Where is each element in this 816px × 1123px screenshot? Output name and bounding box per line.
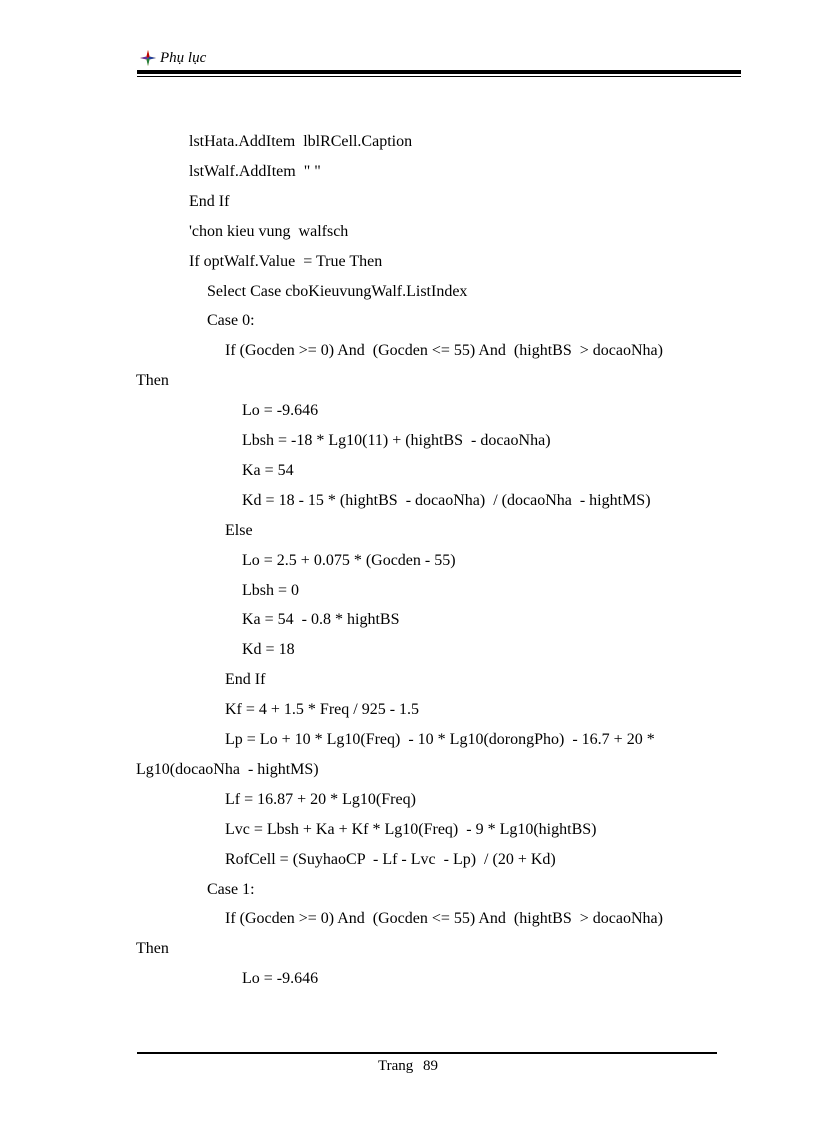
code-line: Kd = 18 - 15 * (hightBS - docaoNha) / (docaoNha - hightMS) <box>242 492 651 509</box>
code-line: End If <box>189 193 230 210</box>
code-line: Then <box>136 940 169 957</box>
code-line: lstWalf.AddItem " " <box>189 163 321 180</box>
code-line: Then <box>136 372 169 389</box>
header-title: Phụ lục <box>160 49 207 66</box>
page-header <box>140 48 206 68</box>
code-line: Lp = Lo + 10 * Lg10(Freq) - 10 * Lg10(dorongPho) - 16.7 + 20 * <box>225 731 655 748</box>
footer-label: Trang <box>377 1058 414 1074</box>
header-rule-thin <box>137 76 741 77</box>
code-line: RofCell = (SuyhaoCP - Lf - Lvc - Lp) / (20 + Kd) <box>225 851 556 868</box>
code-line: Case 1: <box>207 881 255 898</box>
code-line: Lo = -9.646 <box>242 402 319 419</box>
code-line: End If <box>225 671 266 688</box>
code-line: If (Gocden >= 0) And (Gocden <= 55) And (hightBS > docaoNha) <box>225 342 663 359</box>
code-line: Lvc = Lbsh + Ka + Kf * Lg10(Freq) - 9 * Lg10(hightBS) <box>225 821 597 838</box>
code-line: Ka = 54 <box>242 462 294 479</box>
footer-rule <box>137 1052 717 1054</box>
code-line: Select Case cboKieuvungWalf.ListIndex <box>207 283 468 300</box>
code-line: Case 0: <box>207 312 255 329</box>
code-line: Lf = 16.87 + 20 * Lg10(Freq) <box>225 791 416 808</box>
code-line: Lo = -9.646 <box>242 970 319 987</box>
code-line: Lbsh = 0 <box>242 582 300 599</box>
page-footer <box>0 1058 816 1075</box>
code-line: lstHata.AddItem lblRCell.Caption <box>189 133 413 150</box>
code-line: Lbsh = -18 * Lg10(11) + (hightBS - docaoNha) <box>242 432 551 449</box>
code-line: If optWalf.Value = True Then <box>189 253 383 270</box>
code-line: Kd = 18 <box>242 641 295 658</box>
code-line: Kf = 4 + 1.5 * Freq / 925 - 1.5 <box>225 701 420 718</box>
code-line: Lg10(docaoNha - hightMS) <box>136 761 319 778</box>
code-line: Ka = 54 - 0.8 * hightBS <box>242 611 400 628</box>
header-rule-thick <box>137 70 741 74</box>
code-line: If (Gocden >= 0) And (Gocden <= 55) And (hightBS > docaoNha) <box>225 910 663 927</box>
compass-star-icon <box>140 50 156 66</box>
code-line: Else <box>225 522 253 539</box>
code-line: Lo = 2.5 + 0.075 * (Gocden - 55) <box>242 552 456 569</box>
code-line: 'chon kieu vung walfsch <box>189 223 349 240</box>
page-number: 89 <box>423 1058 439 1074</box>
